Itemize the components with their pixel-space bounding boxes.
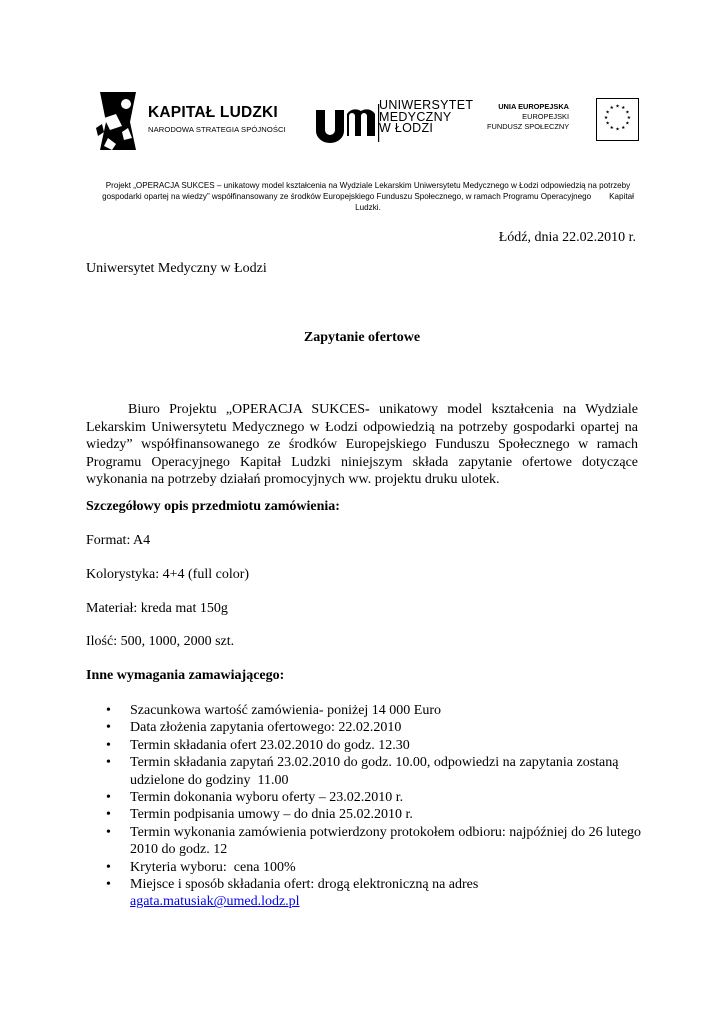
eu-logo-line3: FUNDUSZ SPOŁECZNY [487,122,570,131]
bullet-icon: • [106,859,111,875]
kapital-ludzki-subtitle: NARODOWA STRATEGIA SPÓJNOŚCI [148,125,286,134]
intro-part3: unikatowy model kształcenia na Wydziale Lekarskim Uniwersytetu Medycznego w Łodzi odpowiedzią na potrzeby gospodarki opartej na wiedzy” współfinansowanego ze środków Europejskiego Funduszu Społecznego w ramach Programu Operacyjnego Kapitał Ludzki niniejszym składa zapytanie ofertowe dotyczące wykonania na potrzeby działań promocyjnych ww. projektu druku ulotek. [86,402,638,487]
bullet-icon: • [106,703,111,718]
svg-text:★: ★ [605,121,610,127]
svg-text:★: ★ [609,125,614,131]
svg-text:★: ★ [603,116,609,122]
kapital-ludzki-logo [92,88,292,154]
intro-paragraph [86,401,638,489]
svg-text:★: ★ [615,127,620,133]
list-item [86,806,642,823]
list-item [86,824,642,859]
list-item-text: Termin podpisania umowy – do dnia 25.02.2010 r. [130,807,413,823]
kapital-ludzki-emblem-icon [92,88,144,154]
list-item [86,737,642,754]
eu-logo-line2: EUROPEJSKI [522,112,569,121]
svg-text:★: ★ [626,116,632,122]
organization-name: Uniwersytet Medyczny w Łodzi [86,261,267,276]
svg-text:★: ★ [625,121,630,127]
bullet-icon: • [106,755,111,771]
logo-bar [92,88,637,154]
document-title: Zapytanie ofertowe [303,330,421,345]
list-item-text: Termin składania ofert 23.02.2010 do godz. 12.30 [130,737,410,753]
list-item [86,719,642,736]
list-item-text: Data złożenia zapytania ofertowego: 22.02.2010 [130,720,402,736]
svg-text:★: ★ [615,104,620,110]
project-note-line3: Ludzki. [355,203,381,212]
svg-text:★: ★ [621,106,626,112]
bullet-icon: • [106,807,111,823]
intro-part2: - [365,402,370,417]
eu-flag-icon [596,98,639,141]
svg-text:★: ★ [621,125,626,131]
eu-logo-text [487,102,569,132]
date-line: Łódź, dnia 22.02.2010 r. [498,230,636,245]
details-format: Format: A4 [86,533,151,548]
umed-logo-text [379,100,473,135]
details-material: Materiał: kreda mat 150g [86,601,228,616]
list-item-text: Termin wykonania zamówienia potwierdzony protokołem odbioru: najpóźniej do 26 lutego 2010 do godz. 12 [130,824,642,858]
bullet-icon: • [106,877,111,893]
svg-text:★: ★ [605,110,610,116]
umed-logo-line3: W ŁODZI [379,121,434,135]
details-colors: Kolorystyka: 4+4 (full color) [86,567,250,582]
project-header-note [84,180,652,213]
kapital-ludzki-title: KAPITAŁ LUDZKI [148,104,278,121]
list-item-text: Szacunkowa wartość zamówienia- poniżej 14 000 Euro [130,703,442,718]
list-item-text: Termin dokonania wyboru oferty – 23.02.2010 r. [130,790,404,806]
umed-logo-line1: UNIWERSYTET [379,98,474,112]
list-item [86,876,642,911]
svg-text:★: ★ [609,106,614,112]
list-item [86,859,642,876]
list-item [86,754,642,789]
project-note-line1: Projekt „OPERACJA SUKCES – unikatowy model kształcenia na Wydziale Lekarskim Uniwersytetu Medycznego w Łodzi odpowiedzią na potrzeby [105,181,631,190]
list-item [86,702,642,719]
eu-logo-line1: UNIA EUROPEJSKA [498,102,569,111]
intro-part1: Biuro Projektu „OPERACJA SUKCES [128,402,366,417]
list-item [86,789,642,806]
list-item-text: Termin składania zapytań 23.02.2010 do godz. 10.00, odpowiedzi na zapytania zostaną udzielone do godziny 11.00 [130,755,622,788]
email-link[interactable]: agata.matusiak@umed.lodz.pl [130,894,300,910]
bullet-icon: • [106,737,111,753]
list-item-text: Miejsce i sposób składania ofert: drogą elektroniczną na adres [130,877,479,893]
project-note-line2: gospodarki opartej na wiedzy” współfinansowany ze środków Europejskiego Funduszu Społecznego, w ramach Programu Operacyjnego Kapitał [102,192,634,201]
umed-logo-line2: MEDYCZNY [379,109,452,124]
list-item-text: Kryteria wyboru: cena 100% [130,859,296,875]
svg-text:★: ★ [625,110,630,116]
bullet-icon: • [106,824,111,840]
requirements-list [86,702,642,911]
details-quantity: Ilość: 500, 1000, 2000 szt. [86,634,235,649]
bullet-icon: • [106,790,111,806]
requirements-heading: Inne wymagania zamawiającego: [86,668,285,683]
bullet-icon: • [106,720,111,736]
details-heading: Szczegółowy opis przedmiotu zamówienia: [86,499,340,514]
